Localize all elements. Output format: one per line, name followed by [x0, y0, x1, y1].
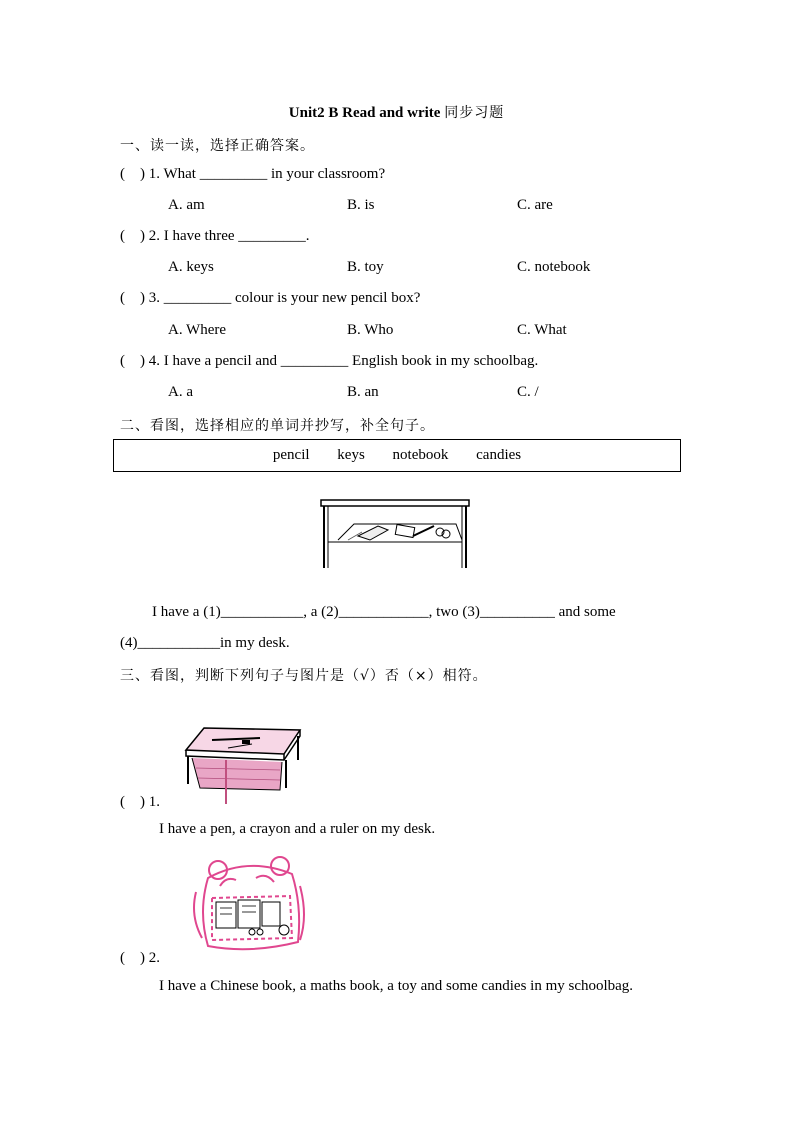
option-b: B. Who	[347, 322, 394, 338]
option-a: A. a	[168, 384, 193, 400]
fill-sentence-line1: I have a (1)___________, a (2)____________, two (3)__________ and some	[152, 604, 616, 620]
question-3	[120, 290, 420, 307]
question-4	[120, 353, 538, 370]
section2-heading: 二、看图，选择相应的单词并抄写，补全句子。	[120, 418, 435, 434]
option-a: A. am	[168, 197, 205, 213]
section3-heading: 三、看图，判断下列句子与图片是（√）否（×）相符。	[120, 668, 488, 684]
question-text: 4. I have a pencil and _________ English book in my schoolbag.	[148, 353, 539, 369]
option-b: B. is	[347, 197, 375, 213]
answer-bracket[interactable]: ( )	[120, 794, 145, 810]
option-c: C. notebook	[517, 259, 591, 275]
answer-bracket[interactable]: ( )	[120, 353, 145, 369]
item-number: 2.	[148, 950, 160, 966]
desk-items-illustration	[318, 496, 472, 570]
word-bank-item: notebook	[392, 447, 449, 463]
desk-picture	[182, 724, 304, 806]
section1-heading: 一、读一读，选择正确答案。	[120, 138, 315, 154]
judge-item-1	[120, 794, 160, 811]
word-bank-item: pencil	[272, 447, 310, 463]
word-bank-item: keys	[337, 447, 365, 463]
question-text: 2. I have three _________.	[148, 228, 310, 244]
question-1	[120, 166, 385, 183]
answer-bracket[interactable]: ( )	[120, 166, 145, 182]
question-2	[120, 228, 310, 245]
judge-item-2	[120, 950, 160, 967]
option-c: C. are	[517, 197, 553, 213]
option-c: C. What	[517, 322, 567, 338]
judge-sentence-2: I have a Chinese book, a maths book, a toy and some candies in my schoolbag.	[159, 978, 634, 994]
question-text: 3. _________ colour is your new pencil box?	[148, 290, 421, 306]
fill-sentence-line2: (4)___________in my desk.	[120, 635, 290, 651]
page-title	[0, 102, 793, 122]
word-bank-item: candies	[476, 447, 522, 463]
word-bank-box	[113, 439, 681, 472]
judge-sentence-1: I have a pen, a crayon and a ruler on my desk.	[159, 821, 436, 837]
option-c: C. /	[517, 384, 539, 400]
option-b: B. an	[347, 384, 379, 400]
answer-bracket[interactable]: ( )	[120, 950, 145, 966]
option-a: A. Where	[168, 322, 227, 338]
option-a: A. keys	[168, 259, 214, 275]
title-chinese: 同步习题	[444, 105, 505, 121]
question-text: 1. What _________ in your classroom?	[148, 166, 386, 182]
item-number: 1.	[148, 794, 160, 810]
word-bank	[114, 440, 680, 471]
schoolbag-picture	[190, 856, 308, 956]
title-bold: Unit2 B Read and write	[288, 105, 441, 121]
option-b: B. toy	[347, 259, 384, 275]
answer-bracket[interactable]: ( )	[120, 290, 145, 306]
answer-bracket[interactable]: ( )	[120, 228, 145, 244]
